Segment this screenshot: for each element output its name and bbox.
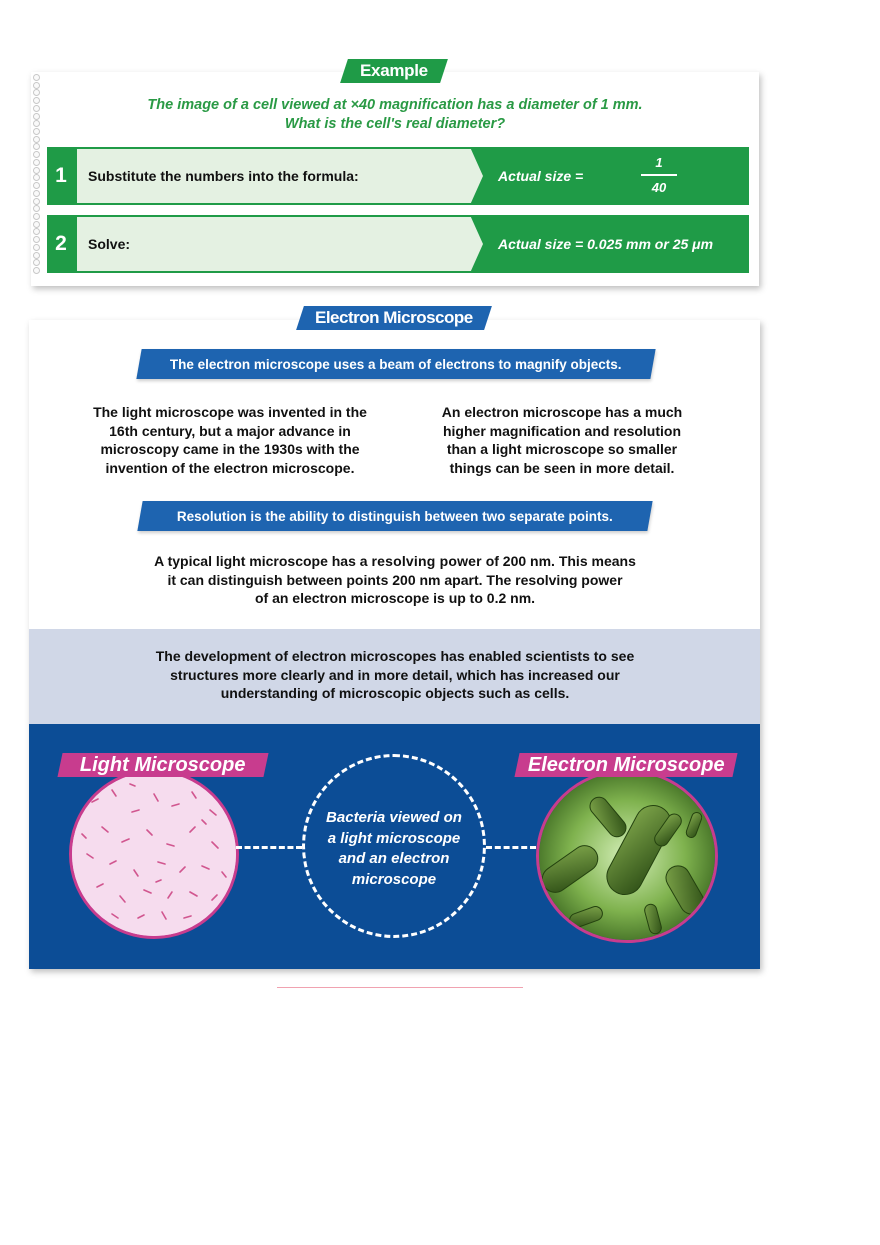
bacteria-electron-view-icon — [539, 772, 715, 940]
electron-microscope-label: Electron Microscope — [514, 753, 737, 777]
connector-right — [486, 846, 536, 849]
question-line-1: The image of a cell viewed at ×40 magnification has a diameter of 1 mm. — [147, 97, 643, 113]
resolving-power-paragraph: A typical light microscope has a resolving power of 200 nm. This means it can distinguish between points 200 nm apart. The resolving power of an electron microscope is up to 0.2 nm. — [154, 553, 636, 606]
electron-microscope-advantage: An electron microscope has a much higher magnification and resolution than a light microscope so smaller things can be seen in more detail. — [441, 404, 683, 476]
step-prompt-label: Substitute the numbers into the formula: — [88, 168, 359, 184]
step-prompt-label: Solve: — [88, 236, 131, 252]
bacteria-light-view-icon — [72, 772, 236, 936]
example-question — [60, 96, 730, 134]
connector-left — [236, 846, 302, 849]
electron-microscope-tag: Electron Microscope — [296, 306, 492, 330]
resolving-power-term: resolving power — [371, 553, 482, 569]
fraction-numerator: 1 — [655, 155, 663, 170]
light-microscope-history: The light microscope was invented in the 16th century, but a major advance in microscopy came in the 1930s with the invention of the electron microscope. — [93, 404, 367, 476]
light-microscope-image — [69, 769, 239, 939]
step-1 — [47, 147, 749, 205]
fraction-denominator: 40 — [651, 179, 667, 195]
binding-rings — [33, 74, 39, 274]
step-number: 1 — [47, 147, 75, 205]
electron-beam-banner: The electron microscope uses a beam of electrons to magnify objects. — [136, 349, 655, 379]
step-number: 2 — [47, 215, 75, 273]
question-line-2: What is the cell's real diameter? — [284, 116, 506, 132]
example-tag: Example — [340, 59, 448, 83]
center-caption: Bacteria viewed on a light microscope and an electron microscope — [326, 809, 462, 888]
step-answer-text: Actual size = — [498, 168, 584, 184]
electron-microscope-image — [536, 769, 718, 943]
fraction — [641, 155, 677, 196]
bottom-rule — [277, 987, 523, 988]
step-answer-box — [470, 215, 749, 273]
resolution-banner: Resolution is the ability to distinguish between two separate points. — [137, 501, 652, 531]
development-paragraph: The development of electron microscopes has enabled scientists to see structures more clearly and in more detail, which has increased our understanding of microscopic objects such as cells. — [155, 648, 635, 701]
fraction-bar — [641, 174, 677, 176]
step-prompt-box — [75, 147, 517, 205]
step-2 — [47, 215, 749, 273]
step-answer-box — [470, 147, 749, 205]
step-answer-text: Actual size = 0.025 mm or 25 μm — [498, 236, 714, 252]
step-prompt-box — [75, 215, 517, 273]
light-microscope-label: Light Microscope — [57, 753, 268, 777]
